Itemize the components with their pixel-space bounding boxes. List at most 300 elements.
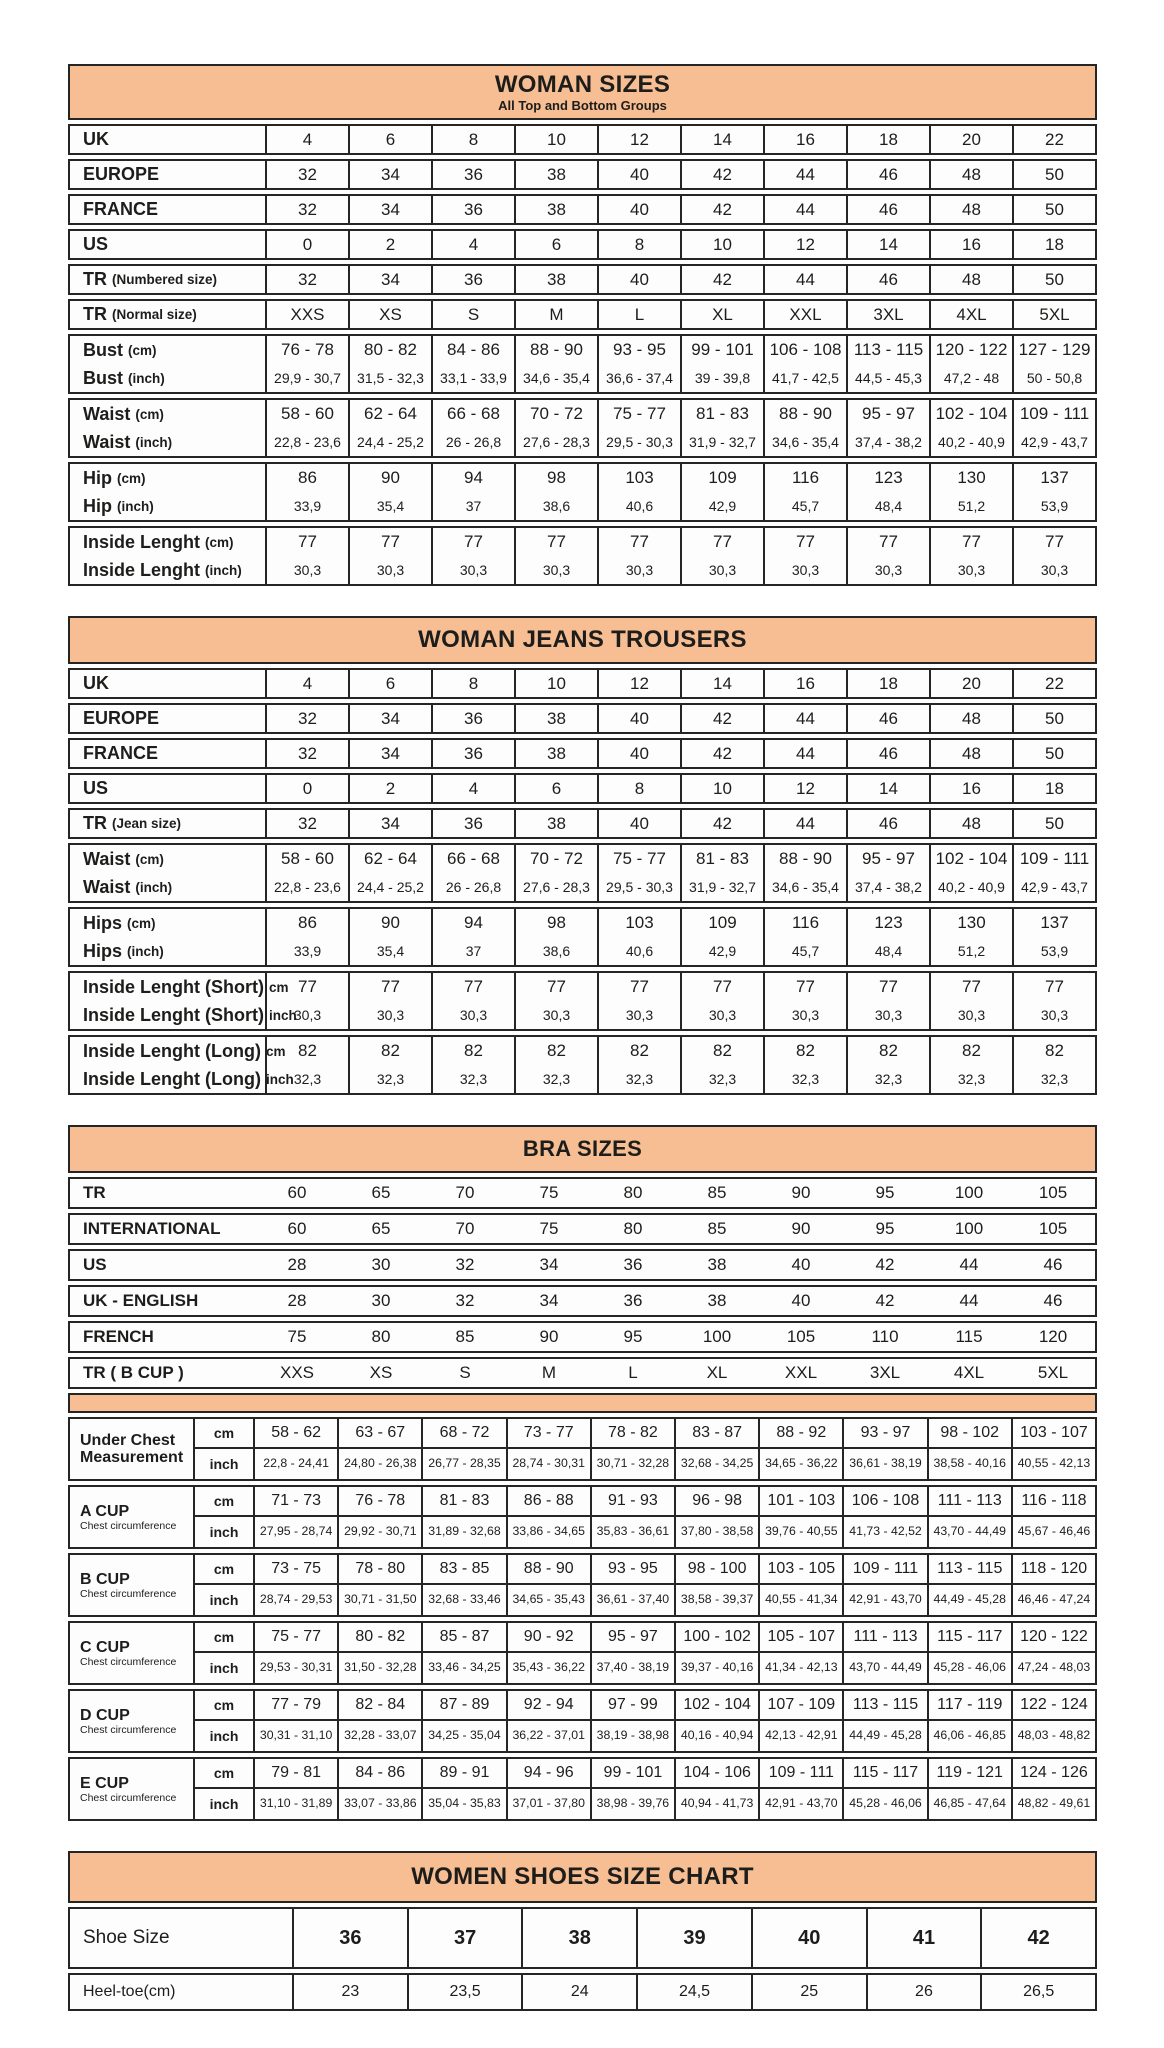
size-cell: 18	[1012, 231, 1095, 258]
size-cell: 36	[431, 810, 514, 837]
inch-value: 30,3	[708, 1007, 737, 1023]
cm-value: 109	[708, 913, 737, 932]
inch-value: 45,7	[791, 498, 820, 514]
inch-value: 39,76 - 40,55	[765, 1524, 838, 1538]
size-column	[1012, 1037, 1095, 1093]
size-cell: 34	[348, 161, 431, 188]
size-column	[929, 909, 1012, 965]
size-cell: 38	[514, 740, 597, 767]
cm-value: 86	[298, 468, 317, 487]
cm-value: 77	[879, 977, 898, 996]
size-cell: 14	[680, 670, 763, 697]
unit-column	[193, 1555, 253, 1615]
inch-value: 30,3	[791, 562, 820, 578]
shoe-size-cell: 40	[751, 1909, 866, 1967]
size-cell: XL	[706, 1363, 728, 1382]
size-cell: XS	[369, 1363, 393, 1382]
cup-size-column	[674, 1691, 758, 1751]
row-label-cell	[70, 810, 265, 837]
inch-value: 34,6 - 35,4	[523, 370, 590, 386]
size-column	[348, 336, 431, 392]
cm-value: 95 - 97	[592, 1623, 674, 1653]
inch-value: 29,9 - 30,7	[274, 370, 341, 386]
inch-value: 22,8 - 23,6	[274, 434, 341, 450]
cm-value: 62 - 64	[364, 849, 417, 868]
size-cell: 34	[348, 810, 431, 837]
cm-value: 77	[298, 532, 317, 551]
size-cell: 32	[455, 1291, 475, 1310]
inch-value: 29,53 - 30,31	[259, 1660, 333, 1674]
size-cell: 48	[929, 266, 1012, 293]
unit-column	[193, 1419, 253, 1479]
size-cell: 12	[597, 126, 680, 153]
size-cell: 48	[929, 196, 1012, 223]
cm-value: 118 - 120	[1013, 1555, 1095, 1585]
bra-band-row	[68, 1357, 1097, 1389]
cm-value: 76 - 78	[281, 340, 334, 359]
size-cell: 8	[597, 775, 680, 802]
size-column	[265, 973, 348, 1029]
size-cell: 36	[431, 705, 514, 732]
unit-inch-label: inch	[209, 1728, 239, 1744]
cm-value: 94 - 96	[508, 1759, 590, 1789]
cup-size-column	[674, 1419, 758, 1479]
inch-value: 45,67 - 46,46	[1017, 1524, 1091, 1538]
size-column	[763, 973, 846, 1029]
table-group-row	[68, 971, 1097, 1031]
inch-value: 42,91 - 43,70	[849, 1592, 922, 1606]
group-label-bottom	[70, 492, 265, 520]
size-column	[514, 973, 597, 1029]
cm-value: 98	[547, 468, 566, 487]
inch-value: 30,3	[542, 1007, 571, 1023]
size-column	[763, 1037, 846, 1093]
inch-value: 30,3	[708, 562, 737, 578]
inch-value: 35,83 - 36,61	[596, 1524, 670, 1538]
size-cell: 36	[431, 266, 514, 293]
size-cell: 110	[871, 1327, 899, 1346]
row-label-cell	[70, 301, 265, 328]
inch-value: 30,3	[874, 562, 903, 578]
size-cell: 32	[265, 810, 348, 837]
size-cell: 46	[1043, 1255, 1063, 1274]
size-column	[929, 336, 1012, 392]
cm-value: 88 - 90	[530, 340, 583, 359]
cup-size-column	[674, 1759, 758, 1819]
size-column	[348, 464, 431, 520]
size-cell: 32	[455, 1255, 475, 1274]
size-cell: XXL	[763, 301, 846, 328]
size-cell: L	[597, 301, 680, 328]
size-column	[348, 1037, 431, 1093]
size-cell: 0	[265, 231, 348, 258]
size-column	[348, 909, 431, 965]
inch-value: 29,5 - 30,3	[606, 434, 673, 450]
jeans-table	[68, 616, 1097, 1095]
inch-value: 40,16 - 40,94	[680, 1728, 754, 1742]
inch-value: 30,3	[293, 562, 322, 578]
size-cell: 6	[348, 126, 431, 153]
size-cell: 12	[763, 231, 846, 258]
inch-value: 46,06 - 46,85	[933, 1728, 1006, 1742]
size-column	[265, 1037, 348, 1093]
size-cell: 48	[929, 810, 1012, 837]
unit-cm-label: cm	[195, 1555, 253, 1585]
cm-value: 70 - 72	[530, 404, 583, 423]
inch-value: 30,3	[542, 562, 571, 578]
cm-value: 77	[962, 977, 981, 996]
cm-value: 77	[298, 977, 317, 996]
row-label-note: cm	[269, 979, 289, 995]
cm-value: 88 - 90	[779, 404, 832, 423]
size-cell: 50	[1012, 740, 1095, 767]
size-column	[597, 464, 680, 520]
inch-value: 43,70 - 44,49	[933, 1524, 1006, 1538]
size-cell: 10	[680, 775, 763, 802]
size-cell: 28	[287, 1255, 307, 1274]
row-label-note: inch	[269, 1007, 297, 1023]
size-cell: 34	[539, 1255, 559, 1274]
size-cell: 75	[539, 1219, 559, 1238]
cup-title: B CUP	[80, 1570, 130, 1588]
size-cell: 46	[846, 740, 929, 767]
row-label-cell: FRENCH	[83, 1327, 154, 1346]
size-column	[1012, 973, 1095, 1029]
row-label-cell: TR	[83, 1183, 106, 1202]
size-cell: 38	[514, 810, 597, 837]
size-cell: 120	[1038, 1327, 1068, 1346]
size-cell: 34	[348, 740, 431, 767]
row-label-note: (cm)	[135, 851, 164, 867]
unit-inch-label: inch	[209, 1456, 239, 1472]
cm-value: 77	[381, 977, 400, 996]
size-column	[763, 400, 846, 456]
size-cell: 65	[371, 1219, 391, 1238]
size-column	[929, 528, 1012, 584]
row-label-note: (Numbered size)	[112, 272, 218, 287]
inch-value: 32,3	[376, 1071, 405, 1087]
heel-toe-cell: 26	[866, 1975, 981, 2009]
size-cell: 10	[680, 231, 763, 258]
size-cell: 36	[431, 740, 514, 767]
row-label: TR	[83, 304, 112, 324]
cm-value: 102 - 104	[935, 404, 1008, 423]
row-label-cell	[70, 231, 265, 258]
size-cell: 44	[763, 266, 846, 293]
cm-value: 83 - 87	[676, 1419, 758, 1449]
cm-value: 77	[713, 532, 732, 551]
cup-group-row	[68, 1621, 1097, 1685]
cm-value: 90	[381, 913, 400, 932]
cup-size-column	[337, 1419, 421, 1479]
row-label-cell: INTERNATIONAL	[83, 1219, 221, 1238]
cm-value: 84 - 86	[339, 1759, 421, 1789]
cup-label-cell	[70, 1759, 193, 1819]
size-cell: 16	[763, 670, 846, 697]
group-label-top	[70, 336, 265, 364]
size-cell: 90	[539, 1327, 559, 1346]
jeans-rows	[68, 668, 1097, 1095]
inch-value: 50 - 50,8	[1026, 370, 1083, 386]
inch-value: 42,9	[708, 943, 737, 959]
cup-size-column	[842, 1759, 926, 1819]
size-cell: 38	[707, 1255, 727, 1274]
size-column	[680, 1037, 763, 1093]
inch-value: 35,04 - 35,83	[428, 1796, 501, 1810]
size-cell: 85	[707, 1219, 727, 1238]
size-column	[846, 528, 929, 584]
cup-size-column	[1011, 1691, 1095, 1751]
cup-size-column	[506, 1691, 590, 1751]
size-cell: 80	[623, 1219, 643, 1238]
cup-title: A CUP	[80, 1502, 130, 1520]
cup-size-column	[1011, 1487, 1095, 1547]
inch-value: 31,5 - 32,3	[357, 370, 424, 386]
inch-value: 37	[465, 943, 482, 959]
size-cell: 90	[791, 1183, 811, 1202]
cm-value: 77	[547, 977, 566, 996]
inch-value: 32,3	[293, 1071, 322, 1087]
cup-size-column	[842, 1623, 926, 1683]
size-column	[431, 1037, 514, 1093]
group-label-bottom	[70, 556, 265, 584]
group-label-cell	[70, 336, 265, 392]
inch-value: 37,4 - 38,2	[855, 434, 922, 450]
cup-size-column	[1011, 1759, 1095, 1819]
inch-value: 30,3	[459, 1007, 488, 1023]
unit-cm-label: cm	[195, 1487, 253, 1517]
size-column	[431, 464, 514, 520]
cm-value: 92 - 94	[508, 1691, 590, 1721]
cm-value: 113 - 115	[853, 340, 924, 359]
size-column	[1012, 909, 1095, 965]
size-cell: 14	[846, 231, 929, 258]
size-column	[680, 336, 763, 392]
cup-size-column	[506, 1419, 590, 1479]
inch-value: 30,3	[625, 1007, 654, 1023]
size-column	[514, 909, 597, 965]
cm-value: 95 - 97	[862, 849, 915, 868]
size-cell: 44	[959, 1255, 979, 1274]
inch-value: 33,1 - 33,9	[440, 370, 507, 386]
cm-value: 77 - 79	[255, 1691, 337, 1721]
woman-sizes-title: WOMAN SIZES	[494, 70, 671, 98]
cm-value: 124 - 126	[1013, 1759, 1095, 1789]
cm-value: 137	[1040, 468, 1069, 487]
cup-size-column	[337, 1487, 421, 1547]
inch-value: 40,55 - 41,34	[765, 1592, 838, 1606]
size-cell: 4XL	[929, 301, 1012, 328]
size-cell: 20	[929, 670, 1012, 697]
size-column	[265, 464, 348, 520]
table-row	[68, 264, 1097, 295]
inch-value: 33,07 - 33,86	[344, 1796, 417, 1810]
group-label-cell	[70, 973, 297, 1029]
inch-value: 24,4 - 25,2	[357, 434, 424, 450]
inch-value: 37,01 - 37,80	[512, 1796, 585, 1810]
inch-value: 51,2	[957, 943, 986, 959]
inch-value: 38,98 - 39,76	[596, 1796, 670, 1810]
row-label: Shoe Size	[83, 1927, 170, 1948]
cm-value: 99 - 101	[691, 340, 754, 359]
cm-value: 82	[713, 1041, 732, 1060]
cup-size-column	[253, 1555, 337, 1615]
cm-value: 75 - 77	[613, 849, 666, 868]
inch-value: 33,86 - 34,65	[512, 1524, 585, 1538]
size-cell: XXL	[784, 1363, 818, 1382]
inch-value: 53,9	[1040, 498, 1069, 514]
row-label-cell	[70, 126, 265, 153]
size-cell: 38	[514, 705, 597, 732]
inch-value: 38,6	[542, 943, 571, 959]
inch-value: 30,3	[957, 1007, 986, 1023]
row-label: Inside Lenght	[83, 531, 206, 552]
row-label-cell	[70, 670, 265, 697]
row-label-note: (Normal size)	[112, 307, 197, 322]
inch-value: 40,6	[625, 943, 654, 959]
group-label-cell	[70, 1037, 294, 1093]
row-label-note: (inch)	[205, 562, 242, 578]
cm-value: 137	[1040, 913, 1069, 932]
cm-value: 97 - 99	[592, 1691, 674, 1721]
cm-value: 111 - 113	[929, 1487, 1011, 1517]
unit-cm-label: cm	[195, 1419, 253, 1449]
group-label-cell	[70, 909, 265, 965]
cup-size-column	[506, 1555, 590, 1615]
row-label: FRANCE	[83, 199, 158, 219]
row-label-note: (inch)	[135, 879, 173, 895]
cm-value: 66 - 68	[447, 849, 500, 868]
group-label-bottom	[70, 1065, 294, 1093]
table-group-row	[68, 462, 1097, 522]
size-cell: 6	[514, 231, 597, 258]
size-cell: 44	[959, 1291, 979, 1310]
size-column	[597, 528, 680, 584]
inch-value: 26 - 26,8	[445, 879, 502, 895]
inch-value: 33,9	[293, 498, 322, 514]
size-column	[431, 400, 514, 456]
inch-value: 26,77 - 28,35	[428, 1456, 501, 1470]
unit-inch-label: inch	[209, 1524, 239, 1540]
size-cell: 90	[791, 1219, 811, 1238]
cup-group-row	[68, 1553, 1097, 1617]
inch-value: 43,70 - 44,49	[849, 1660, 922, 1674]
table-group-row	[68, 1035, 1097, 1095]
cm-value: 79 - 81	[255, 1759, 337, 1789]
unit-cm-label: cm	[195, 1759, 253, 1789]
cm-value: 77	[630, 977, 649, 996]
row-label-cell	[70, 775, 265, 802]
row-label-cell	[70, 1909, 292, 1967]
size-cell: 2	[348, 231, 431, 258]
cm-value: 77	[630, 532, 649, 551]
cup-size-column	[337, 1691, 421, 1751]
row-label: UK	[83, 129, 109, 149]
row-label: UK	[83, 673, 109, 693]
size-cell: 2	[348, 775, 431, 802]
row-label: Inside Lenght (Short)	[83, 1004, 269, 1025]
cm-value: 116	[791, 913, 820, 932]
inch-value: 32,3	[1040, 1071, 1069, 1087]
group-label-top	[70, 528, 265, 556]
inch-value: 30,3	[791, 1007, 820, 1023]
inch-value: 30,3	[957, 562, 986, 578]
size-cell: 34	[539, 1291, 559, 1310]
group-label-top	[70, 909, 265, 937]
row-label: Inside Lenght (Long)	[83, 1068, 266, 1089]
row-label: Inside Lenght	[83, 559, 206, 580]
inch-value: 32,3	[791, 1071, 820, 1087]
row-label: US	[83, 778, 109, 798]
group-label-cell	[70, 845, 265, 901]
cm-value: 88 - 92	[760, 1419, 842, 1449]
cm-value: 104 - 106	[676, 1759, 758, 1789]
cm-value: 109 - 111	[1019, 849, 1090, 868]
cm-value: 77	[879, 532, 898, 551]
size-column	[763, 528, 846, 584]
size-column	[929, 1037, 1012, 1093]
inch-value: 37,80 - 38,58	[680, 1524, 754, 1538]
inch-value: 31,9 - 32,7	[689, 434, 756, 450]
row-label: EUROPE	[83, 708, 160, 728]
size-cell: XS	[348, 301, 431, 328]
cm-value: 70 - 72	[530, 849, 583, 868]
cup-size-column	[927, 1759, 1011, 1819]
cm-value: 82	[796, 1041, 815, 1060]
size-cell: 8	[431, 670, 514, 697]
cm-value: 127 - 129	[1018, 340, 1091, 359]
cm-value: 82	[879, 1041, 898, 1060]
size-cell: 44	[763, 705, 846, 732]
cup-size-column	[337, 1759, 421, 1819]
size-cell: 38	[514, 266, 597, 293]
row-label-cell: UK - ENGLISH	[83, 1291, 199, 1310]
size-column	[514, 464, 597, 520]
cup-group-row	[68, 1757, 1097, 1821]
cup-group-row	[68, 1689, 1097, 1753]
inch-value: 41,7 - 42,5	[772, 370, 839, 386]
bra-band-row	[68, 1321, 1097, 1353]
size-cell: 46	[846, 161, 929, 188]
cup-size-column	[927, 1691, 1011, 1751]
inch-value: 51,2	[957, 498, 986, 514]
bra-band-row	[68, 1213, 1097, 1245]
size-cell: XXS	[265, 301, 348, 328]
size-cell: 42	[680, 266, 763, 293]
cm-value: 98 - 102	[929, 1419, 1011, 1449]
row-label-cell	[70, 161, 265, 188]
inch-value: 29,5 - 30,3	[606, 879, 673, 895]
size-cell: 50	[1012, 810, 1095, 837]
cm-value: 98	[547, 913, 566, 932]
size-cell: 46	[846, 196, 929, 223]
heel-toe-cell: 23,5	[407, 1975, 522, 2009]
inch-value: 27,6 - 28,3	[523, 434, 590, 450]
size-cell: 16	[929, 775, 1012, 802]
bra-band-row	[68, 1285, 1097, 1317]
inch-value: 34,25 - 35,04	[428, 1728, 501, 1742]
row-label: Bust	[83, 339, 128, 360]
group-label-top	[70, 1037, 286, 1065]
cup-size-column	[1011, 1555, 1095, 1615]
cup-size-column	[506, 1487, 590, 1547]
cm-value: 95 - 97	[862, 404, 915, 423]
size-cell: 65	[371, 1183, 391, 1202]
size-column	[514, 845, 597, 901]
inch-value: 40,6	[625, 498, 654, 514]
cm-value: 109 - 111	[760, 1759, 842, 1789]
inch-value: 38,19 - 38,98	[596, 1728, 670, 1742]
